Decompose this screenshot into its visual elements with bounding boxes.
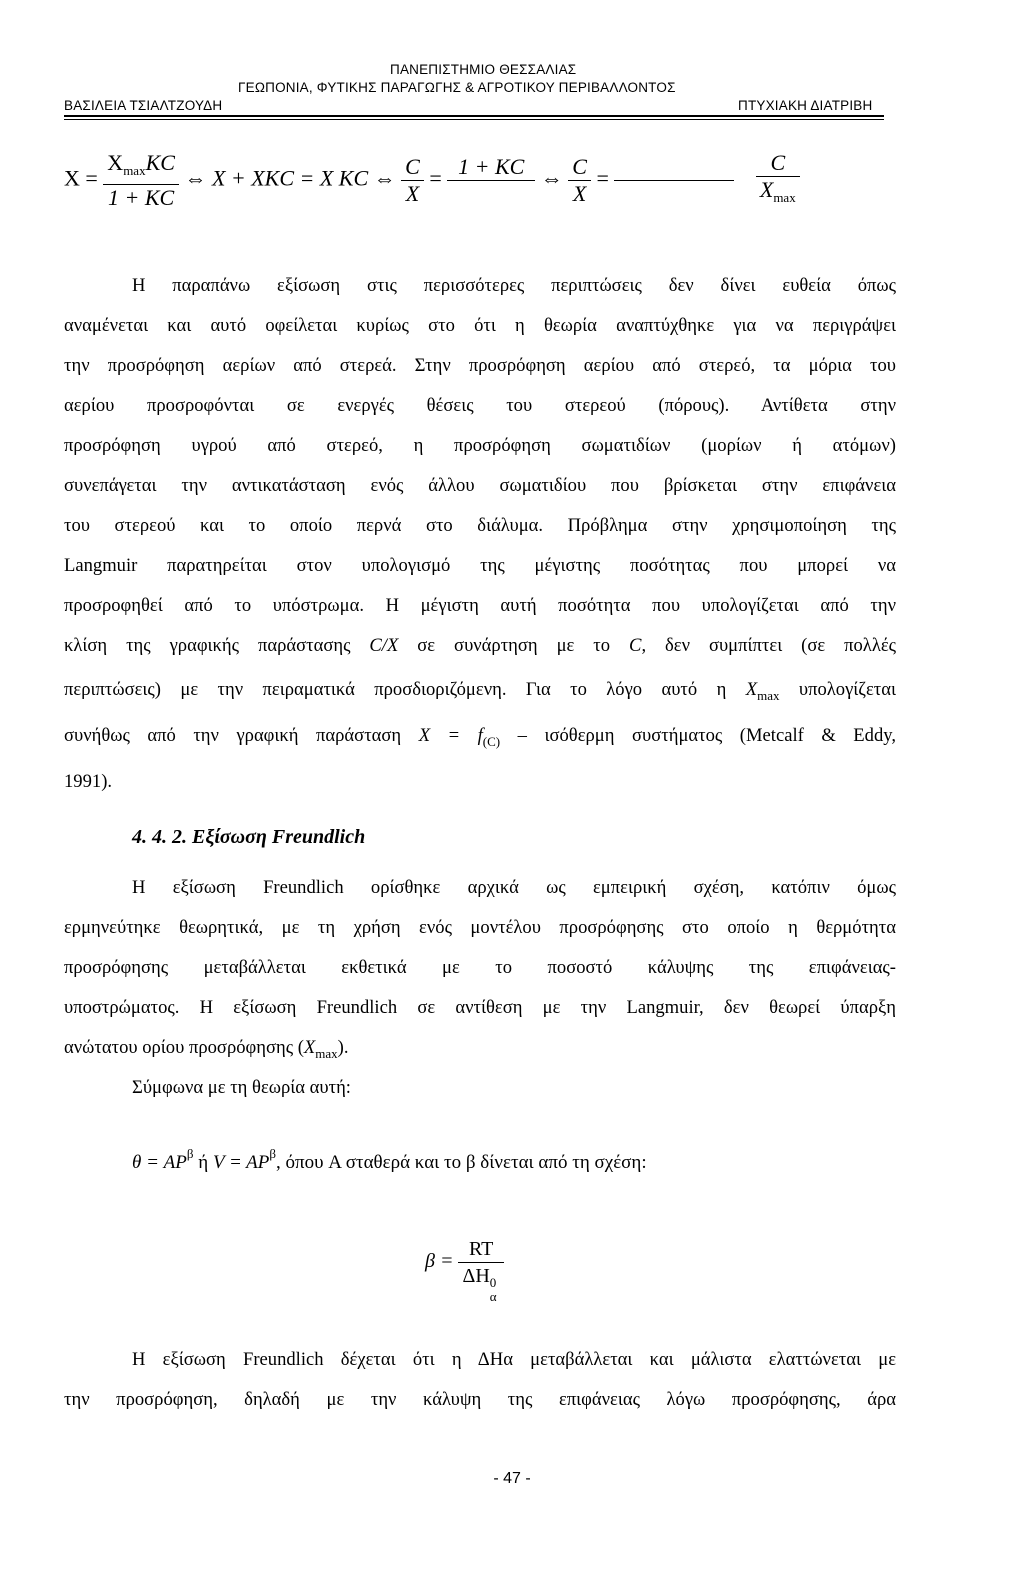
- frac1-den: 1 + KC: [108, 185, 175, 210]
- freundlich-equation: [132, 1146, 647, 1174]
- beta-fraction: [458, 1236, 503, 1304]
- beta-num: RT: [458, 1236, 503, 1263]
- math-sup-beta: β: [186, 1146, 194, 1161]
- header-rule: [64, 115, 884, 117]
- text-fragment: κλίση της γραφικής παράστασης: [64, 635, 370, 656]
- langmuir-linearization-formula: [64, 150, 800, 211]
- frac3-num: 1 + KC: [458, 154, 525, 179]
- beta-den-sub: α: [489, 1289, 497, 1304]
- text-fragment: περιπτώσεις) με την πειραματικά προσδιοριζόμενη. Για το λόγο αυτό η: [64, 679, 746, 700]
- paragraph-line: Η εξίσωση Freundlich ορίσθηκε αρχικά ως εμπειρική σχέση, κατόπιν όμως: [132, 877, 896, 898]
- paragraph-line: [64, 1028, 896, 1068]
- frac4-den: X: [572, 181, 587, 206]
- math-x: X: [303, 1037, 316, 1058]
- math-sup-beta: β: [269, 1146, 277, 1161]
- math-x: X: [745, 679, 758, 700]
- formula-fraction-1: [103, 150, 179, 211]
- formula-fraction-6: [756, 150, 800, 211]
- formula-step2: ⇔ X + XKC = X KC ⇔: [184, 165, 396, 191]
- paragraph-line: [64, 626, 896, 670]
- paragraph-line: [64, 670, 896, 716]
- math-v: V = AP: [212, 1152, 270, 1173]
- header-author: ΒΑΣΙΛΕΙΑ ΤΣΙΑΛΤΖΟΥΔΗ: [64, 98, 223, 113]
- paragraph-line: αερίου προσροφόνται σε ενεργές θέσεις του στερεού (πόρους). Αντίθετα στην: [64, 395, 896, 416]
- formula-lhs: X =: [64, 165, 98, 191]
- paragraph-line: την προσρόφηση, δηλαδή με την κάλυψη της επιφάνειας λόγω προσρόφησης, άρα: [64, 1389, 896, 1410]
- paragraph-line: υποστρώματος. Η εξίσωση Freundlich σε αντίθεση με την Langmuir, δεν θεωρεί ύπαρξη: [64, 997, 896, 1018]
- text-fragment: ανώτατου ορίου προσρόφησης (: [64, 1037, 304, 1058]
- paragraph-freundlich: [64, 868, 896, 1108]
- beta-formula: [425, 1236, 504, 1304]
- beta-den-sup: 0: [489, 1275, 497, 1290]
- paragraph-line: προσρόφηση υγρού από στερεό, η προσρόφηση σωματιδίων (μορίων ή ατόμων): [64, 435, 896, 456]
- paragraph-line: Η εξίσωση Freundlich δέχεται ότι η ΔHα μεταβάλλεται και μάλιστα ελαττώνεται με: [132, 1349, 896, 1370]
- text-fragment: , όπου A σταθερά και το β δίνεται από τη σχέση:: [276, 1152, 647, 1173]
- beta-lhs: β =: [425, 1250, 454, 1273]
- paragraph-line: ερμηνεύτηκε θεωρητικά, με τη χρήση ενός μοντέλου προσρόφησης στο οποίο η θερμότητα: [64, 917, 896, 938]
- formula-fraction-4: [568, 154, 591, 207]
- formula-eq1: =: [429, 165, 442, 191]
- math-x-equals-f: X = f: [418, 725, 483, 746]
- paragraph-line: του στερεού και το οποίο περνά στο διάλυμα. Πρόβλημα στην χρησιμοποίηση της: [64, 515, 896, 536]
- text-fragment: υπολογίζεται: [779, 679, 897, 700]
- formula-fraction-5: [614, 154, 734, 207]
- paragraph-line: αναμένεται και αυτό οφείλεται κυρίως στο ότι η θεωρία αναπτύχθηκε για να περιγράψει: [64, 315, 896, 336]
- text-fragment: ).: [337, 1037, 349, 1058]
- paragraph-line: Η παραπάνω εξίσωση στις περισσότερες περιπτώσεις δεν δίνει ευθεία όπως: [132, 275, 896, 296]
- paragraph-line: [64, 716, 896, 762]
- text-fragment: συνήθως από την γραφική παράσταση: [64, 725, 419, 746]
- math-sub-max: max: [315, 1046, 338, 1061]
- math-c-over-x: C/X: [369, 635, 399, 656]
- frac1-num-sub: max: [123, 163, 146, 178]
- header-rule-thin: [64, 119, 884, 120]
- paragraph-line: προσρόφησης μεταβάλλεται εκθετικά με το ποσοστό κάλυψης της επιφάνειας-: [64, 957, 896, 978]
- page-number: - 47 -: [493, 1470, 531, 1487]
- paragraph-line: Langmuir παρατηρείται στον υπολογισμό της μέγιστης ποσότητας που μπορεί να: [64, 555, 896, 576]
- frac6-num: C: [770, 150, 786, 175]
- text-fragment: ή: [193, 1152, 213, 1173]
- paragraph-line: προσροφηθεί από το υπόστρωμα. Η μέγιστη αυτή ποσότητα που υπολογίζεται από την: [64, 595, 896, 616]
- header-university: ΠΑΝΕΠΙΣΤΗΜΙΟ ΘΕΣΣΑΛΙΑΣ: [390, 62, 577, 77]
- math-sub-c: (C): [482, 734, 501, 749]
- frac1-num-x: X: [107, 150, 124, 175]
- math-sub-max: max: [757, 688, 780, 703]
- text-fragment: σε συνάρτηση με το: [398, 635, 630, 656]
- formula-fraction-2: [401, 154, 424, 207]
- frac6-den-sub: max: [773, 190, 796, 205]
- beta-den: ΔH: [462, 1265, 490, 1287]
- paragraph-line: Σύμφωνα με τη θεωρία αυτή:: [132, 1077, 351, 1098]
- formula-eq2: ⇔: [540, 165, 563, 191]
- header-department: ΓΕΩΠΟΝΙΑ, ΦΥΤΙΚΗΣ ΠΑΡΑΓΩΓΗΣ & ΑΓΡΟΤΙΚΟΥ ΠΕΡΙΒΑΛΛΟΝΤΟΣ: [238, 80, 676, 95]
- paragraph-delta-h: [64, 1340, 896, 1420]
- math-c: C: [629, 635, 642, 656]
- frac2-den: X: [405, 181, 420, 206]
- frac2-num: C: [405, 154, 420, 179]
- text-fragment: , δεν συμπίπτει (σε πολλές: [641, 635, 897, 656]
- frac6-den-x: X: [759, 177, 774, 202]
- header-doc-type: ΠΤΥΧΙΑΚΗ ΔΙΑΤΡΙΒΗ: [738, 98, 873, 113]
- paragraph-langmuir: [64, 266, 896, 802]
- math-theta: θ = AP: [132, 1152, 187, 1173]
- formula-fraction-3: [447, 154, 535, 207]
- frac1-num-rest: KC: [145, 150, 175, 175]
- text-fragment: – ισόθερμη συστήματος (Metcalf & Eddy,: [500, 725, 896, 746]
- paragraph-line: συνεπάγεται την αντικατάσταση ενός άλλου σωματιδίου που βρίσκεται στην επιφάνεια: [64, 475, 896, 496]
- paragraph-line: την προσρόφηση αερίων από στερεά. Στην προσρόφηση αερίου από στερεό, τα μόρια του: [64, 355, 896, 376]
- formula-eq3: =: [596, 165, 609, 191]
- frac4-num: C: [572, 154, 587, 179]
- section-heading: 4. 4. 2. Εξίσωση Freundlich: [132, 826, 366, 848]
- paragraph-line: 1991).: [64, 771, 113, 792]
